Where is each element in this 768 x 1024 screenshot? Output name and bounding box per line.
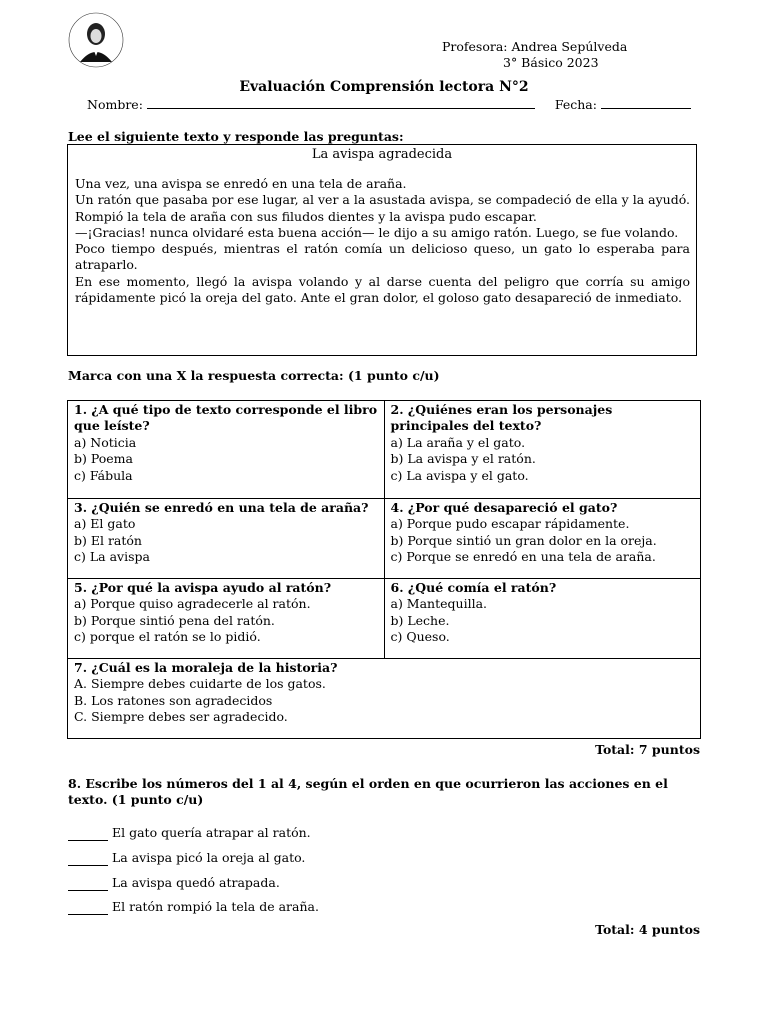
answer-option[interactable]: a) Porque pudo escapar rápidamente. — [390, 516, 630, 532]
story-paragraph: —¡Gracias! nunca olvidaré esta buena acción— le dijo a su amigo ratón. Luego, se fue volando. — [75, 224, 679, 240]
grade-label: 3° Básico 2023 — [503, 55, 599, 70]
answer-option[interactable]: c) La avispa — [74, 549, 150, 565]
answer-option[interactable]: b) Poema — [74, 451, 133, 467]
answer-option[interactable]: b) Leche. — [390, 612, 450, 628]
question-text: 3. ¿Quién se enredó en una tela de araña? — [74, 500, 369, 515]
order-item — [68, 875, 280, 891]
order-item-text: El ratón rompió la tela de araña. — [112, 899, 319, 914]
question-cell — [384, 401, 701, 499]
answer-option[interactable]: C. Siempre debes ser agradecido. — [74, 709, 288, 725]
teacher-name: Profesora: Andrea Sepúlveda — [442, 39, 628, 54]
question-cell — [384, 499, 701, 579]
answer-option[interactable]: b) Porque sintió un gran dolor en la oreja. — [390, 532, 657, 548]
question-cell — [68, 659, 701, 739]
answer-option[interactable]: c) Fábula — [74, 467, 133, 483]
answer-option[interactable]: A. Siempre debes cuidarte de los gatos. — [74, 676, 326, 692]
name-date-row — [87, 96, 691, 112]
question-text: 6. ¿Qué comía el ratón? — [390, 580, 557, 595]
question-cell — [384, 579, 701, 659]
answer-option[interactable]: a) El gato — [74, 516, 136, 532]
story-paragraph: En ese momento, llegó la avispa volando y al darse cuenta del peligro que corría su amigo rápidamente picó la oreja del gato. Ante el gran dolor, el goloso gato desapareció de inmediato. — [75, 273, 690, 306]
order-item-text: El gato quería atrapar al ratón. — [112, 825, 311, 840]
question-text: 7. ¿Cuál es la moraleja de la historia? — [74, 660, 338, 675]
teacher-info — [442, 39, 627, 71]
answer-option[interactable]: b) La avispa y el ratón. — [390, 451, 536, 467]
questions-instruction: Marca con una X la respuesta correcta: (1 punto c/u) — [68, 368, 440, 383]
order-item-text: La avispa picó la oreja al gato. — [112, 850, 306, 865]
order-blank[interactable] — [68, 825, 108, 841]
answer-option[interactable]: a) Porque quiso agradecerle al ratón. — [74, 596, 311, 612]
answer-option[interactable]: c) Porque se enredó en una tela de araña. — [390, 549, 656, 565]
question-cell — [68, 401, 385, 499]
answer-option[interactable]: b) El ratón — [74, 532, 142, 548]
story-paragraph: Una vez, una avispa se enredó en una tela de araña. — [75, 176, 407, 191]
school-logo — [68, 12, 124, 68]
order-blank[interactable] — [68, 899, 108, 915]
order-blank[interactable] — [68, 875, 108, 891]
total-points-2: Total: 4 puntos — [595, 922, 700, 937]
question-cell — [68, 579, 385, 659]
total-points-1: Total: 7 puntos — [595, 742, 700, 757]
answer-option[interactable]: c) La avispa y el gato. — [390, 467, 529, 483]
question-cell — [68, 499, 385, 579]
question-text: 2. ¿Quiénes eran los personajes principales del texto? — [390, 402, 613, 434]
story-title: La avispa agradecida — [311, 147, 453, 162]
reading-instructions: Lee el siguiente texto y responde las preguntas: — [68, 129, 404, 144]
order-item — [68, 899, 319, 915]
story-text — [68, 162, 696, 306]
order-blank[interactable] — [68, 850, 108, 866]
story-paragraph: Poco tiempo después, mientras el ratón comía un delicioso queso, un gato lo esperaba para atraparlo. — [75, 241, 690, 273]
question-text: 1. ¿A qué tipo de texto corresponde el libro que leíste? — [74, 402, 378, 434]
question-8-text: 8. Escribe los números del 1 al 4, según el orden en que ocurrieron las acciones en el texto. (1 punto c/u) — [68, 776, 668, 807]
name-field[interactable] — [147, 96, 535, 109]
answer-option[interactable]: a) Noticia — [74, 434, 137, 450]
question-text: 5. ¿Por qué la avispa ayudo al ratón? — [74, 580, 332, 595]
answer-option[interactable]: c) porque el ratón se lo pidió. — [74, 629, 261, 645]
story-box — [67, 144, 697, 356]
answer-option[interactable]: a) La araña y el gato. — [390, 434, 526, 450]
answer-option[interactable]: b) Porque sintió pena del ratón. — [74, 612, 275, 628]
story-paragraph: Un ratón que pasaba por ese lugar, al ver a la asustada avispa, se compadeció de ella y la ayudó. Rompió la tela de araña con sus filudos dientes y la avispa pudo escapar. — [75, 192, 690, 224]
answer-option[interactable]: c) Queso. — [390, 629, 450, 645]
answer-option[interactable]: B. Los ratones son agradecidos — [74, 692, 273, 708]
question-text: 4. ¿Por qué desapareció el gato? — [390, 500, 618, 515]
name-label: Nombre: — [87, 97, 143, 112]
date-label: Fecha: — [554, 97, 597, 112]
page-title: Evaluación Comprensión lectora N°2 — [239, 79, 529, 95]
questions-table — [67, 400, 701, 739]
order-item-text: La avispa quedó atrapada. — [112, 875, 280, 890]
order-item — [68, 825, 311, 841]
date-field[interactable] — [601, 96, 691, 109]
answer-option[interactable]: a) Mantequilla. — [390, 596, 487, 612]
order-item — [68, 850, 305, 866]
